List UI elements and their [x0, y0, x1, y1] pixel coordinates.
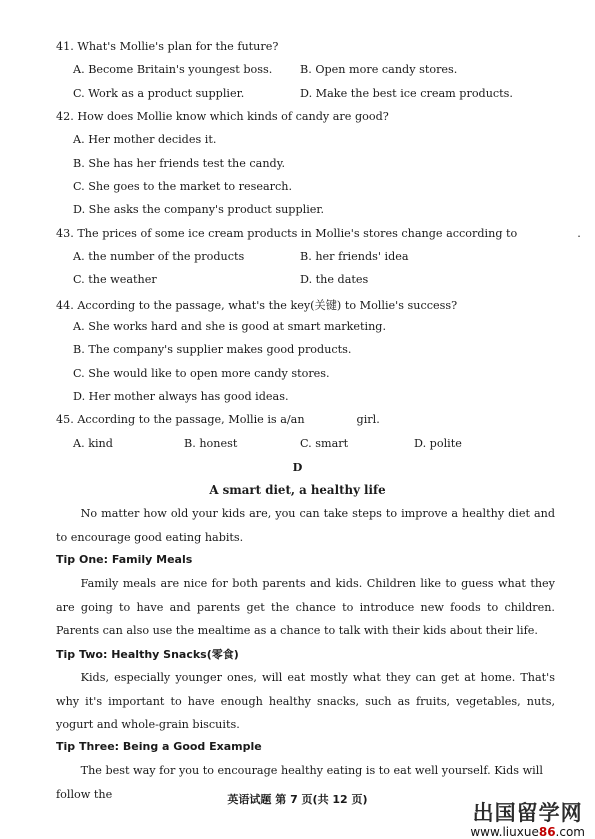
tip-three-text: The best way for you to encourage healthy eating is to eat well yourself. Kids will follow the [56, 764, 543, 801]
question-45-option-d: D. polite [414, 437, 462, 450]
question-43-option-a: A. the number of the products [73, 250, 245, 263]
question-45-stem-text: 45. According to the passage, Mollie is a/an [56, 413, 305, 426]
question-45-option-c: C. smart [300, 437, 349, 450]
question-45-option-b: B. honest [184, 437, 238, 450]
question-44-stem: 44. According to the passage, what's the key(关键) to Mollie's success? [56, 299, 458, 312]
question-43-stem-end: . [577, 227, 581, 240]
watermark-brand: 出国留学网 [472, 801, 583, 825]
question-42-option-c: C. She goes to the market to research. [73, 180, 293, 193]
question-44-option-a: A. She works hard and she is good at smart marketing. [73, 320, 387, 333]
section-label: D [292, 460, 303, 474]
question-42-option-a: A. Her mother decides it. [73, 133, 217, 146]
tip-one-text: Family meals are nice for both parents and kids. Children like to guess what they are going to have and parents get the chance to introduce new foods to children. Parents can also use the mealtime as a chance to talk with their kids about their life. [56, 577, 555, 637]
tip-three-heading: Tip Three: Being a Good Example [56, 740, 262, 753]
watermark-url-prefix: www.liuxue [470, 825, 539, 839]
question-44-option-d: D. Her mother always has good ideas. [73, 390, 289, 403]
question-42-option-d: D. She asks the company's product supplier. [73, 203, 325, 216]
passage-title: A smart diet, a healthy life [209, 483, 386, 497]
question-43-option-d: D. the dates [300, 273, 369, 286]
watermark-url-suffix: .com [555, 825, 585, 839]
question-43-stem-text: 43. The prices of some ice cream products in Mollie's stores change according to [56, 227, 518, 240]
question-42-option-b: B. She has her friends test the candy. [73, 157, 286, 170]
question-45-stem [56, 413, 380, 426]
question-45-option-a: A. kind [73, 437, 113, 450]
question-41-option-a: A. Become Britain's youngest boss. [73, 63, 273, 76]
question-42-stem: 42. How does Mollie know which kinds of candy are good? [56, 110, 389, 123]
question-44-option-c: C. She would like to open more candy stores. [73, 367, 330, 380]
tip-two-heading: Tip Two: Healthy Snacks(零食) [56, 648, 239, 661]
question-41-stem: 41. What's Mollie's plan for the future? [56, 40, 279, 53]
question-41-option-c: C. Work as a product supplier. [73, 87, 245, 100]
tip-two-text: Kids, especially younger ones, will eat mostly what they can get at home. That's why it's important to have enough healthy snacks, such as fruits, vegetables, nuts, yogurt and whole-grain biscuits. [56, 671, 555, 731]
passage-intro: No matter how old your kids are, you can take steps to improve a healthy diet and to encourage good eating habits. [56, 507, 555, 544]
site-watermark [470, 797, 585, 839]
watermark-url-highlight: 86 [538, 825, 556, 839]
question-43-option-b: B. her friends' idea [300, 250, 409, 263]
tip-one-heading: Tip One: Family Meals [56, 553, 193, 566]
question-45-stem-end: girl. [356, 413, 380, 426]
question-43-option-c: C. the weather [73, 273, 157, 286]
question-44-option-b: B. The company's supplier makes good products. [73, 343, 352, 356]
question-41-option-b: B. Open more candy stores. [300, 63, 458, 76]
page-footer: 英语试题 第 7 页(共 12 页) [227, 793, 368, 806]
question-43-stem [56, 227, 581, 240]
watermark-url [470, 825, 585, 839]
question-41-option-d: D. Make the best ice cream products. [300, 87, 513, 100]
